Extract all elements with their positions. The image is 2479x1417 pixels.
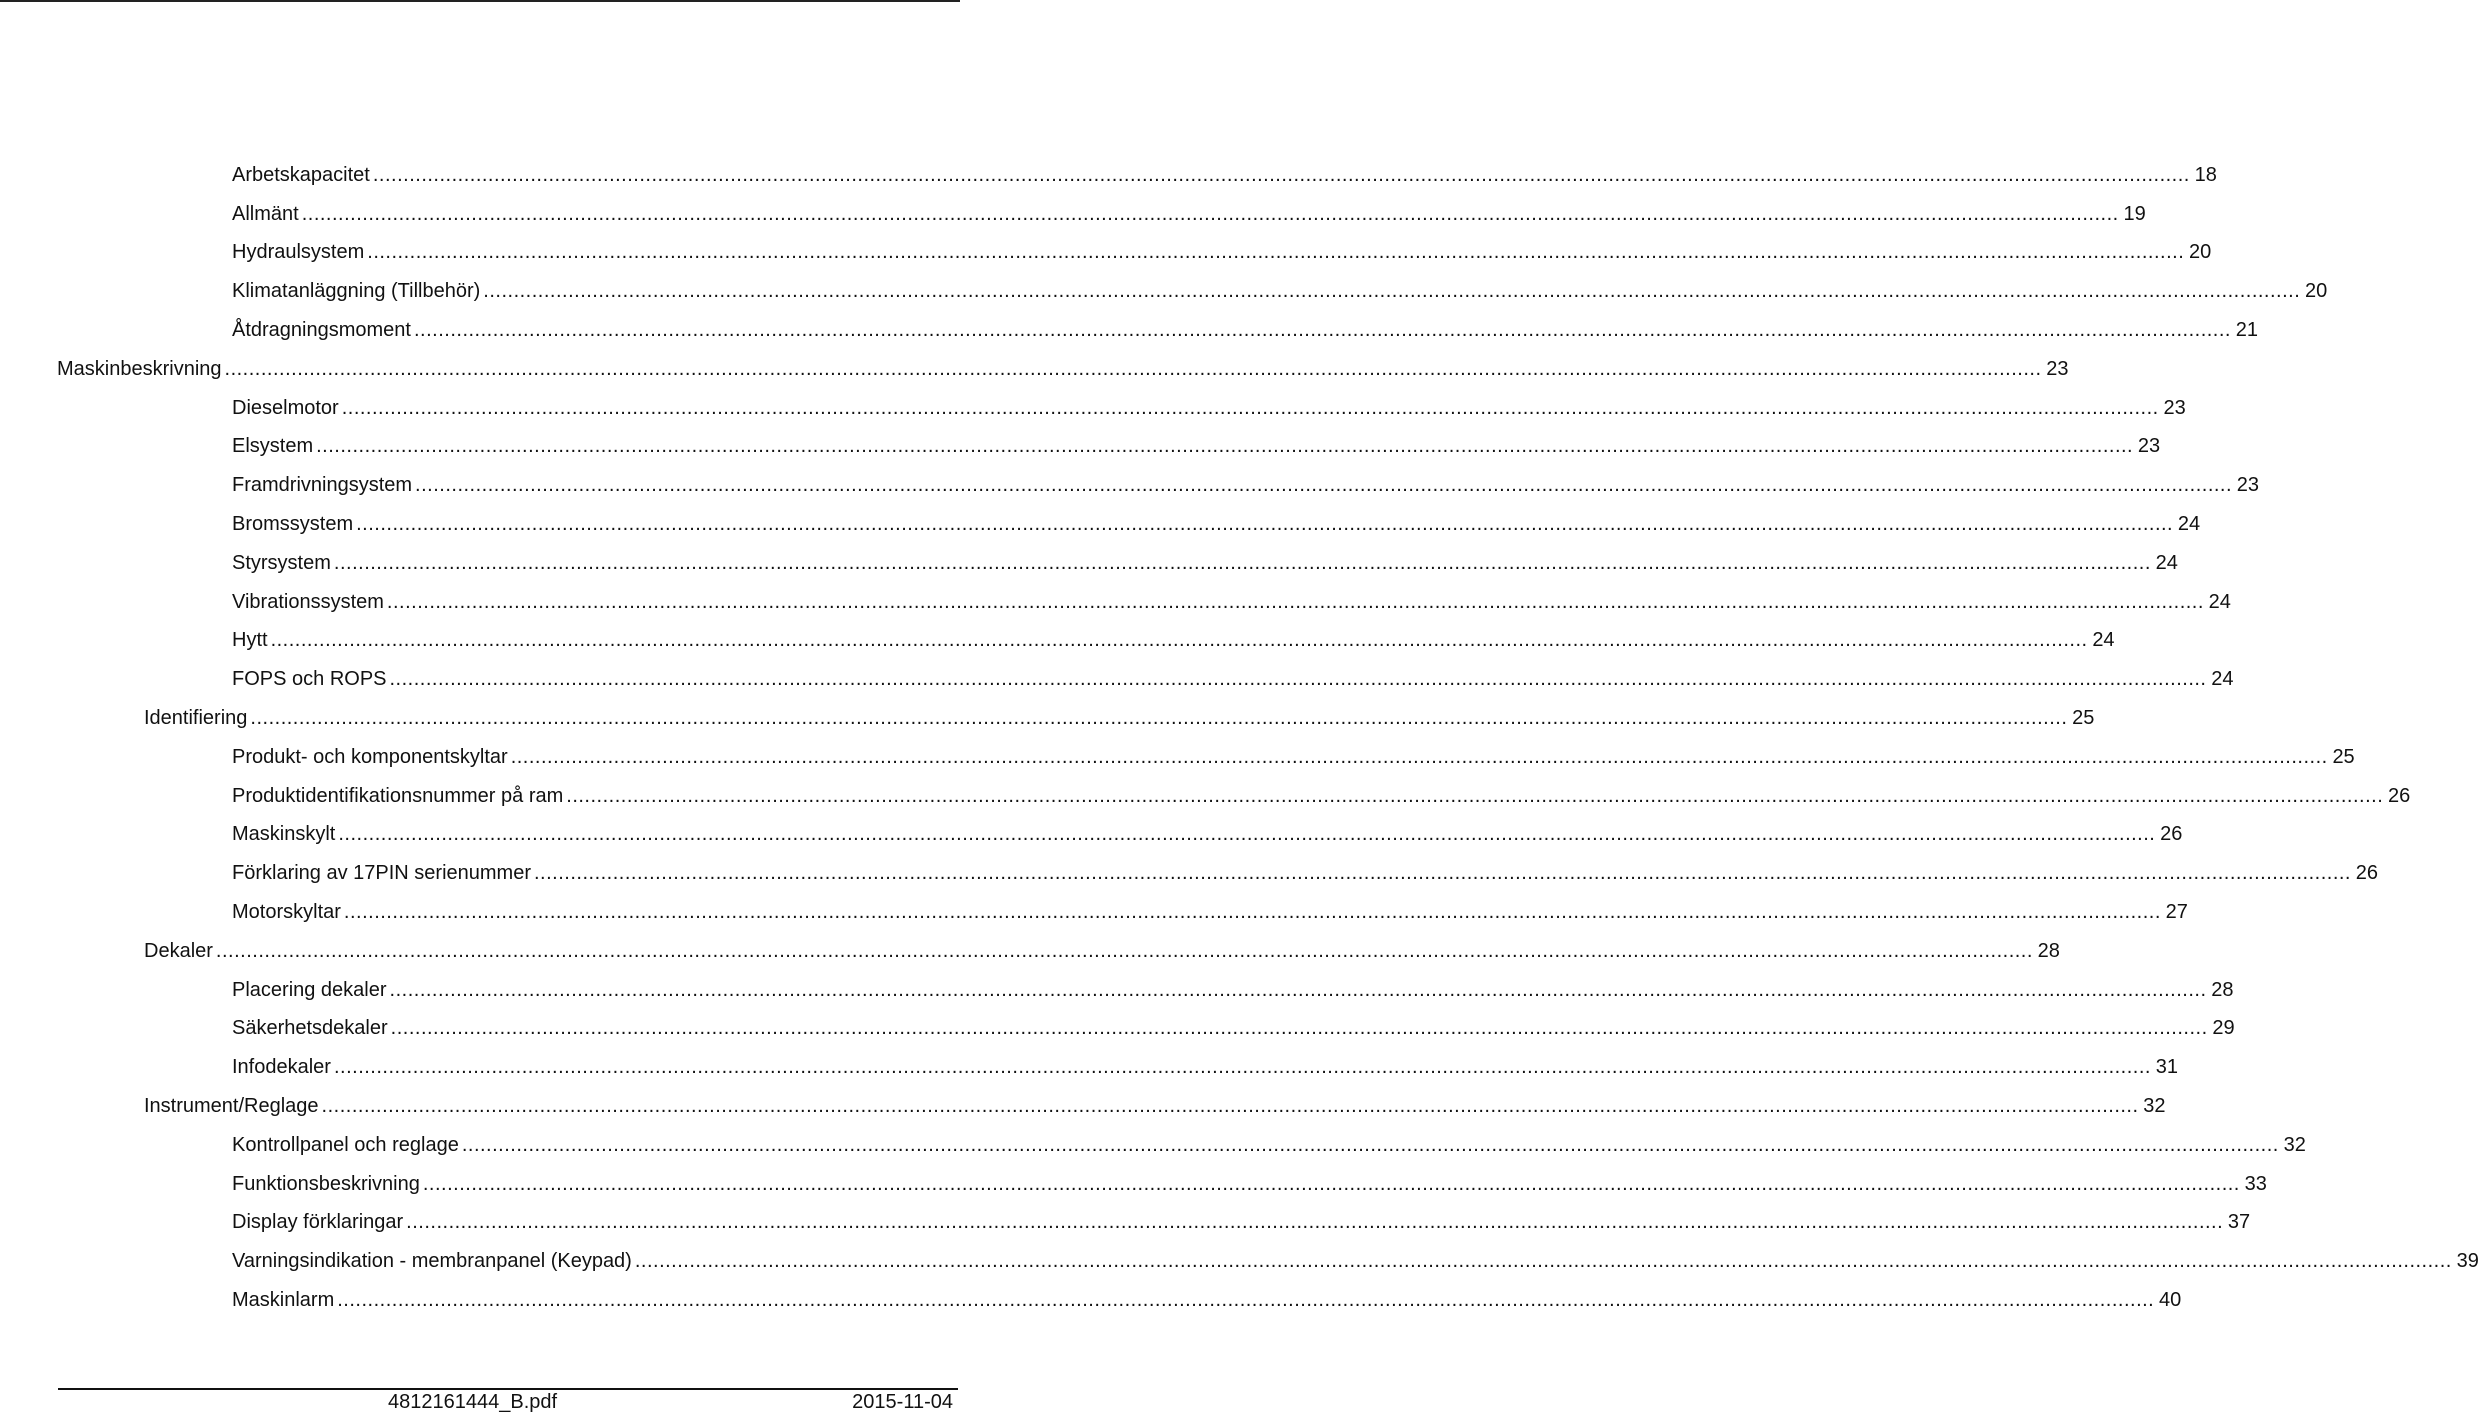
table-of-contents <box>0 156 2479 1320</box>
toc-entry[interactable] <box>0 699 2095 738</box>
toc-entry-title: Motorskyltar <box>232 901 341 924</box>
toc-entry-page-number: 31 <box>2155 1056 2178 1079</box>
toc-entry[interactable] <box>0 583 2231 622</box>
toc-entry-page-number: 21 <box>2235 319 2258 342</box>
toc-dot-leader: ............................................................................................................................................................................................................................................................................................................ <box>413 319 2231 342</box>
toc-entry[interactable] <box>0 1204 2251 1243</box>
toc-entry-title: Maskinbeskrivning <box>57 357 222 380</box>
toc-entry-title: Produkt- och komponentskyltar <box>232 745 508 768</box>
toc-entry-page-number: 26 <box>2160 823 2183 846</box>
footer-divider <box>58 1388 958 1390</box>
toc-entry[interactable] <box>0 816 2183 855</box>
toc-dot-leader: ............................................................................................................................................................................................................................................................................................................ <box>367 241 2185 264</box>
toc-dot-leader: ............................................................................................................................................................................................................................................................................................................ <box>321 1095 2139 1118</box>
toc-dot-leader: ............................................................................................................................................................................................................................................................................................................ <box>270 629 2088 652</box>
toc-entry-title: Dekaler <box>144 939 213 962</box>
toc-entry[interactable] <box>0 466 2260 505</box>
toc-entry-page-number: 25 <box>2072 707 2095 730</box>
toc-dot-leader: ............................................................................................................................................................................................................................................................................................................ <box>356 513 2174 536</box>
toc-entry-page-number: 28 <box>2211 978 2234 1001</box>
toc-entry[interactable] <box>0 971 2234 1010</box>
toc-entry-title: Maskinlarm <box>232 1289 335 1311</box>
toc-entry-page-number: 39 <box>2456 1250 2479 1273</box>
toc-entry-title: Funktionsbeskrivning <box>232 1172 420 1195</box>
toc-entry-page-number: 18 <box>2194 163 2217 186</box>
top-border-line <box>0 0 960 2</box>
toc-entry[interactable] <box>0 1048 2178 1087</box>
footer-filename: 4812161444_B.pdf <box>388 1391 558 1413</box>
toc-entry[interactable] <box>0 272 2328 311</box>
toc-dot-leader: ............................................................................................................................................................................................................................................................................................................ <box>406 1211 2224 1234</box>
toc-dot-leader: ............................................................................................................................................................................................................................................................................................................ <box>389 668 2207 691</box>
footer-date: 2015-11-04 <box>852 1391 953 1413</box>
toc-entry-page-number: 24 <box>2208 590 2231 613</box>
toc-entry[interactable] <box>0 1010 2235 1049</box>
toc-dot-leader: ............................................................................................................................................................................................................................................................................................................ <box>634 1250 2452 1273</box>
toc-entry[interactable] <box>0 350 2069 389</box>
toc-entry-page-number: 26 <box>2388 784 2411 807</box>
toc-dot-leader: ............................................................................................................................................................................................................................................................................................................ <box>415 474 2233 497</box>
toc-entry-page-number: 29 <box>2212 1017 2235 1040</box>
toc-entry-page-number: 40 <box>2159 1289 2182 1311</box>
toc-dot-leader: ............................................................................................................................................................................................................................................................................................................ <box>566 784 2384 807</box>
toc-entry-title: Infodekaler <box>232 1056 331 1079</box>
toc-dot-leader: ............................................................................................................................................................................................................................................................................................................ <box>333 551 2151 574</box>
toc-entry-page-number: 25 <box>2332 745 2355 768</box>
toc-entry-title: Åtdragningsmoment <box>232 319 411 342</box>
toc-dot-leader: ............................................................................................................................................................................................................................................................................................................ <box>389 978 2207 1001</box>
toc-entry[interactable] <box>0 777 2411 816</box>
toc-dot-leader: ............................................................................................................................................................................................................................................................................................................ <box>483 280 2301 303</box>
toc-entry-title: FOPS och ROPS <box>232 668 387 691</box>
toc-entry-title: Varningsindikation - membranpanel (Keypad) <box>232 1250 632 1273</box>
toc-dot-leader: ............................................................................................................................................................................................................................................................................................................ <box>337 1289 2155 1311</box>
toc-entry-title: Arbetskapacitet <box>232 163 370 186</box>
toc-entry-page-number: 23 <box>2163 396 2186 419</box>
toc-entry-title: Klimatanläggning (Tillbehör) <box>232 280 481 303</box>
toc-entry-title: Produktidentifikationsnummer på ram <box>232 784 564 807</box>
toc-entry-title: Framdrivningsystem <box>232 474 413 497</box>
toc-entry-title: Hydraulsystem <box>232 241 365 264</box>
toc-entry[interactable] <box>0 1087 2166 1126</box>
toc-entry-title: Dieselmotor <box>232 396 339 419</box>
page-footer <box>0 1391 960 1417</box>
toc-entry[interactable] <box>0 505 2201 544</box>
toc-dot-leader: ............................................................................................................................................................................................................................................................................................................ <box>250 707 2068 730</box>
toc-entry-page-number: 24 <box>2092 629 2115 652</box>
toc-dot-leader: ............................................................................................................................................................................................................................................................................................................ <box>215 939 2033 962</box>
toc-entry-title: Säkerhetsdekaler <box>232 1017 388 1040</box>
toc-dot-leader: ............................................................................................................................................................................................................................................................................................................ <box>338 823 2156 846</box>
toc-dot-leader: ............................................................................................................................................................................................................................................................................................................ <box>301 202 2119 225</box>
toc-entry-page-number: 23 <box>2236 474 2260 497</box>
toc-entry-title: Styrsystem <box>232 551 331 574</box>
toc-entry-title: Förklaring av 17PIN serienummer <box>232 862 531 885</box>
toc-dot-leader: ............................................................................................................................................................................................................................................................................................................ <box>333 1056 2151 1079</box>
toc-entry-title: Hytt <box>232 629 268 652</box>
toc-entry-page-number: 28 <box>2037 939 2060 962</box>
toc-entry-page-number: 24 <box>2211 668 2234 691</box>
toc-dot-leader: ............................................................................................................................................................................................................................................................................................................ <box>390 1017 2208 1040</box>
toc-entry-page-number: 19 <box>2123 202 2146 225</box>
toc-entry-page-number: 32 <box>2143 1095 2166 1118</box>
toc-entry[interactable] <box>0 893 2188 932</box>
toc-entry-title: Vibrationssystem <box>232 590 384 613</box>
toc-entry[interactable] <box>0 544 2178 583</box>
toc-entry[interactable] <box>0 1126 2306 1165</box>
toc-entry-page-number: 27 <box>2165 901 2188 924</box>
toc-entry-title: Instrument/Reglage <box>144 1095 319 1118</box>
toc-dot-leader: ............................................................................................................................................................................................................................................................................................................ <box>510 745 2328 768</box>
toc-entry-page-number: 33 <box>2244 1172 2267 1195</box>
toc-entry[interactable] <box>0 854 2378 893</box>
toc-dot-leader: ............................................................................................................................................................................................................................................................................................................ <box>422 1172 2240 1195</box>
toc-dot-leader: ............................................................................................................................................................................................................................................................................................................ <box>224 357 2042 380</box>
toc-entry[interactable] <box>0 311 2258 350</box>
toc-entry[interactable] <box>0 1281 2182 1320</box>
toc-entry-page-number: 37 <box>2227 1211 2251 1234</box>
toc-dot-leader: ............................................................................................................................................................................................................................................................................................................ <box>386 590 2204 613</box>
toc-entry[interactable] <box>0 389 2186 428</box>
toc-entry[interactable] <box>0 660 2234 699</box>
toc-entry-page-number: 24 <box>2177 513 2201 536</box>
toc-entry[interactable] <box>0 1165 2267 1204</box>
toc-entry-page-number: 20 <box>2305 280 2328 303</box>
toc-entry-title: Elsystem <box>232 435 314 458</box>
toc-entry-title: Maskinskylt <box>232 823 336 846</box>
toc-entry-title: Placering dekaler <box>232 978 387 1001</box>
toc-entry[interactable] <box>0 156 2217 195</box>
toc-entry-title: Identifiering <box>144 707 248 730</box>
toc-entry[interactable] <box>0 195 2146 234</box>
toc-entry-title: Display förklaringar <box>232 1211 404 1234</box>
toc-entry[interactable] <box>0 622 2115 661</box>
toc-entry[interactable] <box>0 932 2060 971</box>
toc-entry-page-number: 20 <box>2189 241 2212 264</box>
toc-dot-leader: ............................................................................................................................................................................................................................................................................................................ <box>461 1133 2279 1156</box>
toc-entry[interactable] <box>0 738 2355 777</box>
toc-entry[interactable] <box>0 428 2161 467</box>
toc-entry-page-number: 32 <box>2283 1133 2306 1156</box>
toc-entry-title: Kontrollpanel och reglage <box>232 1133 459 1156</box>
toc-entry-title: Allmänt <box>232 202 299 225</box>
toc-entry-page-number: 23 <box>2046 357 2069 380</box>
toc-entry[interactable] <box>0 1242 2479 1281</box>
toc-entry-page-number: 24 <box>2155 551 2178 574</box>
toc-dot-leader: ............................................................................................................................................................................................................................................................................................................ <box>372 163 2190 186</box>
toc-entry-title: Bromssystem <box>232 513 354 536</box>
toc-entry[interactable] <box>0 234 2212 273</box>
toc-dot-leader: ............................................................................................................................................................................................................................................................................................................ <box>534 862 2351 885</box>
toc-dot-leader: ............................................................................................................................................................................................................................................................................................................ <box>316 435 2134 458</box>
toc-entry-page-number: 23 <box>2137 435 2161 458</box>
toc-dot-leader: ............................................................................................................................................................................................................................................................................................................ <box>343 901 2161 924</box>
toc-dot-leader: ............................................................................................................................................................................................................................................................................................................ <box>341 396 2159 419</box>
toc-entry-page-number: 26 <box>2355 862 2378 885</box>
